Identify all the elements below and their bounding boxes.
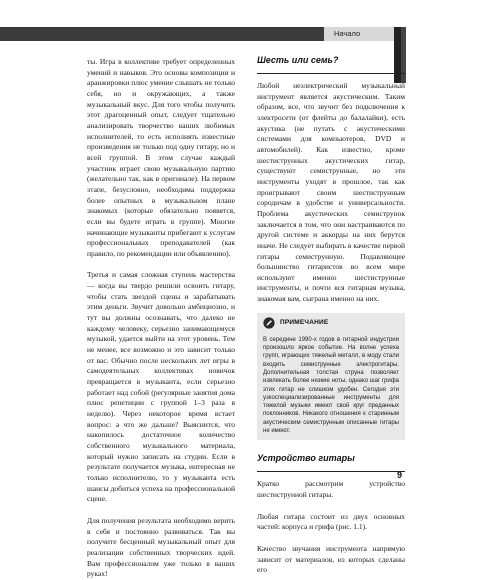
paragraph: ты. Игра в коллективе требует определенных умений и навыков. Это основы композиции и аранжировки плюс умение слышать не только себя, но и окружающих, а также музыкальный вкус. Для того чтобы получить этот драгоценный опыт, следует тщательно анализировать творчество ваших любимых исполнителей, то есть исполнять известные произведения не только под одну гитару, но и всей группой. В этом случае каждый участник играет свою музыкальную партию (желательно так, как в оригинале). На первом этапе, безусловно, необходима поддержка более опытных в музыкальном плане знакомых (которые обязательно появятся, если вы будете играть в группе). Многие начинающие музыканты прибегают к услугам профессиональных преподавателей (как правило, по рекомендации или объявлению).	[87, 57, 235, 258]
paragraph: Кратко рассмотрим устройство шестиструнной гитары.	[257, 479, 405, 499]
paragraph: Любой неэлектрический музыкальный инструмент является акустическим. Таким образом, все, что звучит без подключения к электросети (от флейты до балалайки), есть акустика (не путать с акустическими системами для компьютеров, DVD и автомобилей). Как известно, кроме шестиструнных акустических гитар, существуют семиструнные, но эти инструменты уходят в прошлое, так как проигрывают своим шестиструнным сородичам в удобстве и универсальности. Проблема акустических семиструнок заключается в том, что они настраиваются по другой системе и аккорды на них берутся иначе. Не следует выбирать в качестве первой гитары семиструнную. Подавляющее большинство гитаристов во всем мире используют именно шестиструнные инструменты, и почти вся гитарная музыка, знакомая вам, сыграна именно на них.	[257, 81, 405, 304]
heading-rule	[257, 471, 405, 472]
heading-rule	[257, 73, 405, 74]
note-pen-icon	[263, 317, 275, 329]
paragraph: Для получения результата необходимо верить в себя и постоянно развиваться. Так вы получите бесценный музыкальный опыт для реализации собственных творческих идей. Вам профессионалом уже только в ваших руках!	[87, 515, 235, 579]
note-box	[257, 313, 405, 441]
paragraph: Любая гитара состоит из двух основных частей: корпуса и грифа (рис. 1.1).	[257, 511, 405, 532]
right-text-column	[257, 55, 405, 576]
running-header-bar	[0, 27, 394, 41]
section-heading: Шесть или семь?	[257, 55, 339, 65]
running-header-label: Начало	[324, 27, 394, 41]
left-text-column	[87, 57, 235, 580]
note-title: ПРИМЕЧАНИЕ	[280, 318, 329, 326]
page-number: 9	[397, 470, 403, 480]
paragraph: Третья и самая сложная ступень мастерства — когда вы твердо решили освоить гитару, чтобы стать звездой сцены и зарабатывать этим деньги. Звучит довольно амбициозно, и тут вы должны осознавать, что далеко не каждому человеку, серьезно занимающемуся музыкой, удается выйти на этот уровень. Тем не менее, все возможно и это зависит только от вас. Обычно после нескольких лет игры в самодеятельных коллективах новичок превращается в музыканта, если серьезно работает над собой (регулярные занятия дома плюс репетиции с группой 1–3 раза в неделю). Через некоторое время встает вопрос: а что же дальше? Выяснится, что накопилось достаточное количество собственного музыкального материала, который нужно записать на студии. Если в результате получается музыка, интересная не только исполнителю, то у музыканта есть шансы добиться успеха на профессиональной сцене.	[87, 270, 235, 504]
section-heading: Устройство гитары	[257, 453, 355, 464]
note-text: В середине 1990-х годов в гитарной индустрии произошло яркое событие. На волне успеха групп, играющих тяжелый металл, в моду стали входить семиструнные электрогитары. Дополнительная толстая струна позволяет извлекать более низкие ноты, однако шаг грифа этих гитар не слишком удобен. Сегодня эти узкоспециализированные инструменты для тяжелой музыки имеют свой круг преданных поклонников. Никакого отношения к старинным акустическим семиструнным описанные гитары не имеют.	[263, 336, 399, 435]
paragraph: Качество звучания инструмента напрямую зависит от материалов, из которых сделаны его	[257, 543, 405, 575]
